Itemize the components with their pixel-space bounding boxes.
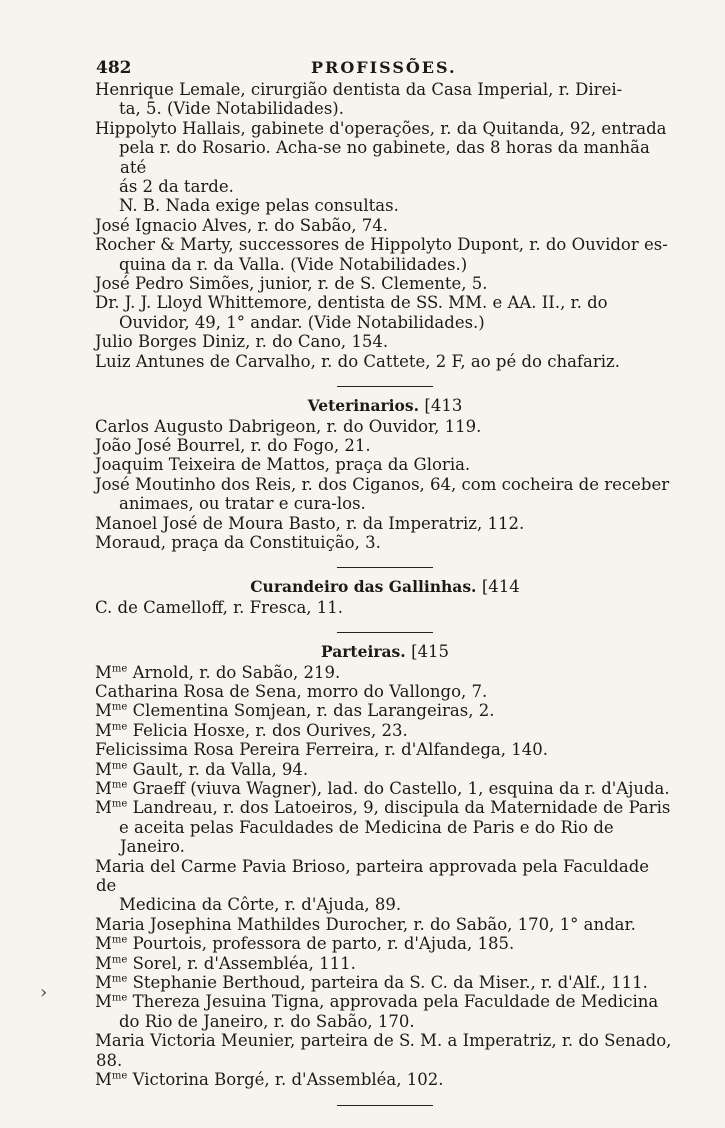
parteiras-entry: [96, 740, 674, 759]
parteiras-entry: [96, 857, 674, 915]
title-abbrev: $M^{me}$: [95, 759, 128, 779]
parteiras-entry: [96, 663, 674, 682]
title-abbrev: $M^{me}$: [95, 720, 128, 740]
curandeiro-heading: [96, 577, 674, 596]
entry-text: N. B. Nada exige pelas consultas.: [119, 196, 399, 216]
parteiras-entry: [96, 721, 674, 740]
dentist-entry: [96, 274, 674, 293]
entry-text: Victorina Borgé, r. d'Assembléa, 102.: [132, 1070, 444, 1090]
entry-text: Moraud, praça da Constituição, 3.: [95, 532, 381, 552]
parteiras-entry: [96, 915, 674, 934]
parteiras-entry: [96, 682, 674, 701]
entry-text: Luiz Antunes de Carvalho, r. do Cattete, 2 F, ao pé do chafariz.: [95, 351, 620, 371]
entry-text: Stephanie Berthoud, parteira da S. C. da Miser., r. d'Alf., 111.: [132, 973, 648, 993]
dentist-entry: [96, 352, 674, 371]
veterinarios-entry: [96, 533, 674, 552]
end-rule: [337, 1105, 433, 1106]
entry-text: Maria Josephina Mathildes Durocher, r. do Sabão, 170, 1° andar.: [95, 914, 636, 934]
title-abbrev: $M^{me}$: [95, 973, 128, 993]
veterinarios-entry: [96, 455, 674, 474]
entry-text: Carlos Augusto Dabrigeon, r. do Ouvidor, 119.: [95, 416, 482, 436]
entry-text: Catharina Rosa de Sena, morro do Vallongo, 7.: [95, 681, 488, 701]
parteiras-entry: [96, 954, 674, 973]
entry-text: Henrique Lemale, cirurgião dentista da Casa Imperial, r. Direi-: [95, 80, 623, 99]
entry-text: Arnold, r. do Sabão, 219.: [132, 662, 341, 682]
section-title: Parteiras.: [320, 642, 412, 662]
entry-continuation: animaes, ou tratar e cura-los.: [119, 494, 366, 514]
entry-continuation: ás 2 da tarde.: [119, 177, 234, 197]
dentist-entry: [96, 235, 674, 274]
veterinarios-heading: [96, 396, 674, 415]
entry-continuation: do Rio de Janeiro, r. do Sabão, 170.: [119, 1011, 415, 1031]
entry-text: Felicia Hosxe, r. dos Ourives, 23.: [132, 720, 408, 740]
entry-text: Joaquim Teixeira de Mattos, praça da Gloria.: [95, 455, 471, 475]
entry-text: José Ignacio Alves, r. do Sabão, 74.: [95, 215, 389, 235]
parteiras-entry: [96, 701, 674, 720]
title-abbrev: $M^{me}$: [95, 662, 128, 682]
entry-text: Clementina Somjean, r. das Larangeiras, 2.: [132, 701, 495, 721]
parteiras-entry: [96, 992, 674, 1031]
title-abbrev: $M^{me}$: [95, 779, 128, 798]
veterinarios-entry: [96, 436, 674, 455]
entry-continuation: pela r. do Rosario. Acha-se no gabinete, das 8 horas da manhãa até: [119, 138, 650, 177]
entry-text: Hippolyto Hallais, gabinete d'operações, r. da Quitanda, 92, entrada: [95, 118, 667, 138]
page-header: [96, 58, 666, 82]
section-rule: [337, 386, 433, 387]
entry-continuation: e aceita pelas Faculdades de Medicina de Paris e do Rio de Janeiro.: [119, 817, 614, 857]
entry-continuation: quina da r. da Valla. (Vide Notabilidades.): [119, 254, 468, 274]
dentist-entry: [96, 196, 674, 215]
parteiras-entry: [96, 1070, 674, 1089]
entry-text: Sorel, r. d'Assembléa, 111.: [132, 953, 356, 973]
entry-text: Graeff (viuva Wagner), lad. do Castello, 1, esquina da r. d'Ajuda.: [132, 779, 670, 798]
dentist-entry: [96, 332, 674, 351]
section-number: [415: [411, 642, 450, 662]
curandeiro-entry: [96, 598, 674, 617]
entry-text: Julio Borges Diniz, r. do Cano, 154.: [95, 332, 389, 352]
veterinarios-entry: [96, 417, 674, 436]
page-number: 482: [96, 58, 132, 78]
dentist-entry: [96, 119, 674, 197]
section-title: Curandeiro das Gallinhas.: [250, 577, 482, 597]
section-rule: [337, 632, 433, 633]
page-body: [96, 80, 674, 1115]
title-abbrev: $M^{me}$: [95, 798, 128, 818]
entry-text: Rocher & Marty, successores de Hippolyto Dupont, r. do Ouvidor es-: [95, 235, 668, 255]
section-number: [414: [481, 577, 520, 597]
dentist-entry: [96, 293, 674, 332]
parteiras-heading: [96, 642, 674, 661]
title-abbrev: $M^{me}$: [95, 953, 128, 973]
entry-text: C. de Camelloff, r. Fresca, 11.: [95, 597, 344, 617]
entry-text: Landreau, r. dos Latoeiros, 9, discipula da Maternidade de Paris: [132, 798, 671, 818]
entry-text: Maria del Carme Pavia Brioso, parteira approvada pela Faculdade de: [95, 856, 650, 896]
veterinarios-entry: [96, 475, 674, 514]
entry-continuation: ta, 5. (Vide Notabilidades).: [119, 99, 344, 119]
title-abbrev: $M^{me}$: [95, 992, 128, 1012]
entry-text: João José Bourrel, r. do Fogo, 21.: [95, 435, 371, 455]
running-title: PROFISSÕES.: [311, 58, 457, 77]
entry-continuation: Ouvidor, 49, 1° andar. (Vide Notabilidades.): [119, 312, 485, 332]
entry-text: Maria Victoria Meunier, parteira de S. M. a Imperatriz, r. do Senado, 88.: [95, 1031, 672, 1070]
title-abbrev: $M^{me}$: [95, 701, 128, 721]
entry-text: Pourtois, professora de parto, r. d'Ajuda, 185.: [132, 934, 515, 954]
entry-text: Manoel José de Moura Basto, r. da Imperatriz, 112.: [95, 513, 525, 533]
parteiras-entry: [96, 798, 674, 856]
parteiras-entry: [96, 934, 674, 953]
entry-text: José Pedro Simões, junior, r. de S. Clemente, 5.: [95, 274, 488, 294]
title-abbrev: $M^{me}$: [95, 1070, 128, 1090]
parteiras-entry: [96, 973, 674, 992]
parteiras-entry: [96, 1031, 674, 1070]
entry-text: Dr. J. J. Lloyd Whittemore, dentista de SS. MM. e AA. II., r. do: [95, 293, 608, 313]
section-rule: [337, 567, 433, 568]
entry-continuation: Medicina da Côrte, r. d'Ajuda, 89.: [119, 895, 402, 915]
entry-text: José Moutinho dos Reis, r. dos Ciganos, 64, com cocheira de receber: [95, 474, 670, 494]
entry-text: Felicissima Rosa Pereira Ferreira, r. d'Alfandega, 140.: [95, 740, 548, 760]
margin-mark: ›: [40, 982, 48, 1003]
section-title: Veterinarios.: [307, 396, 425, 416]
dentist-entry: [96, 80, 674, 119]
parteiras-entry: [96, 779, 674, 798]
parteiras-entry: [96, 760, 674, 779]
entry-text: Gault, r. da Valla, 94.: [132, 759, 309, 779]
section-number: [413: [424, 396, 463, 416]
dentist-entry: [96, 216, 674, 235]
veterinarios-entry: [96, 514, 674, 533]
entry-text: Thereza Jesuina Tigna, approvada pela Faculdade de Medicina: [132, 992, 659, 1012]
title-abbrev: $M^{me}$: [95, 934, 128, 954]
